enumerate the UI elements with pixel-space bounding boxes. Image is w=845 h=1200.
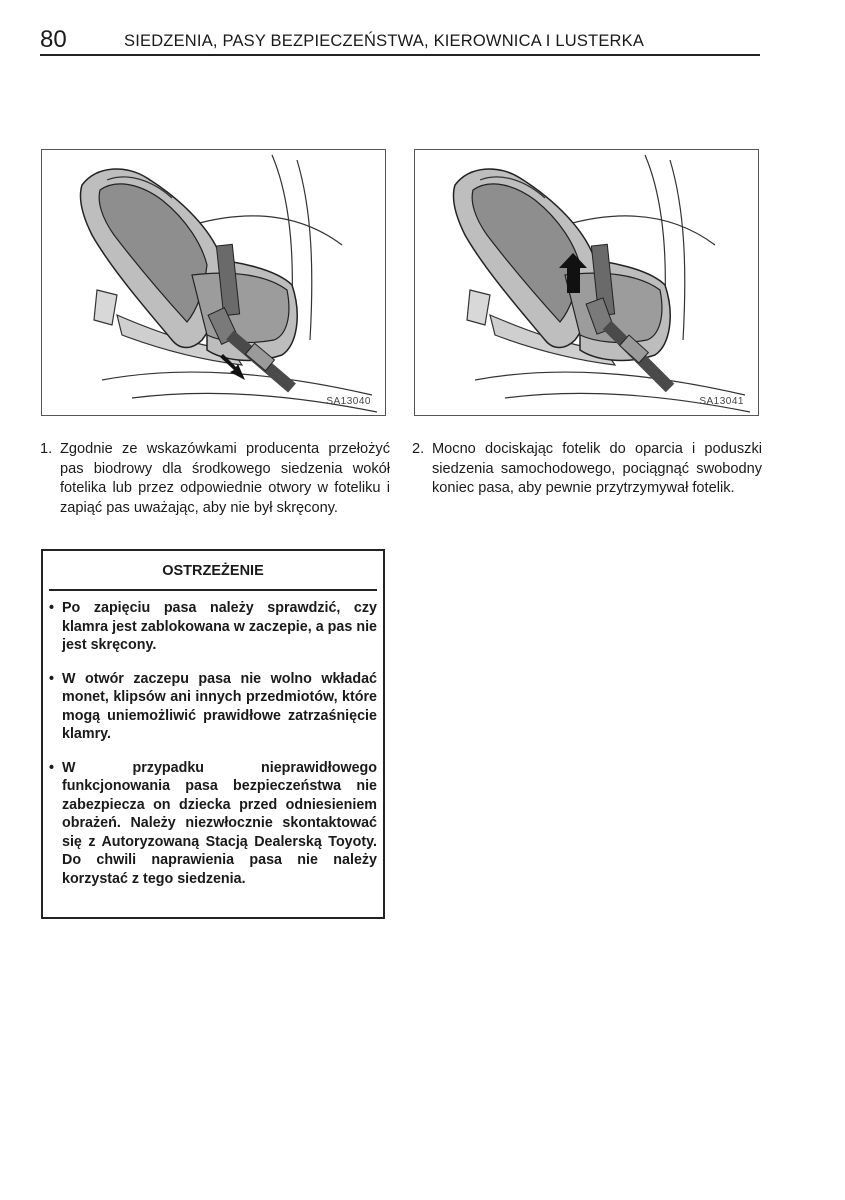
bullet-icon: • — [49, 759, 55, 776]
figure-1-child-seat-belt-routing — [41, 149, 386, 416]
warning-box — [41, 549, 385, 919]
warning-title: OSTRZEŻENIE — [162, 563, 264, 579]
warning-item-text: W otwór zaczepu pasa nie wolno wkładać monet, klipsów ani innych przedmiotów, które mogą uniemożliwić prawidłowe zatrzaśnięcie klamry. — [62, 670, 377, 742]
step-text: Zgodnie ze wskazówkami producenta przełożyć pas biodrowy dla środkowego siedzenia wokół fotelika lub przez odpowiednie otwory w foteliku i zapiąć pas uważając, aby nie był skręcony. — [60, 441, 390, 516]
step-1 — [40, 440, 390, 518]
warning-item — [49, 670, 377, 744]
figure-2-code: SA13041 — [699, 396, 744, 407]
warning-list — [49, 599, 377, 903]
page-header — [40, 24, 760, 56]
warning-item — [49, 599, 377, 655]
warning-divider — [49, 589, 377, 591]
warning-item — [49, 759, 377, 889]
step-text: Mocno dociskając fotelik do oparcia i poduszki siedzenia samochodowego, pociągnąć swobodny koniec pasa, aby pewnie przytrzymywał fotelik. — [432, 441, 762, 496]
bullet-icon: • — [49, 600, 55, 616]
step-number: 1. — [40, 441, 53, 457]
child-seat-illustration-2 — [415, 150, 758, 415]
warning-item-text: W przypadku nieprawidłowego funkcjonowania pasa bezpieczeństwa nie zabezpiecza on dziecka przed odniesieniem obrażeń. Należy niezwłocznie skontaktować się z Autoryzowaną Stacją Dealerską Toyoty. Do chwili naprawienia pasa nie należy korzystać z tego siedzenia. — [62, 759, 377, 887]
figure-2-child-seat-belt-tightening — [414, 149, 759, 416]
page-number: 80 — [40, 26, 67, 53]
figure-1-code: SA13040 — [326, 396, 371, 407]
section-title: SIEDZENIA, PASY BEZPIECZEŃSTWA, KIEROWNICA I LUSTERKA — [124, 32, 645, 50]
child-seat-illustration-1 — [42, 150, 385, 415]
bullet-icon: • — [49, 670, 55, 687]
warning-item-text: Po zapięciu pasa należy sprawdzić, czy klamra jest zablokowana w zaczepie, a pas nie jest skręcony. — [62, 600, 377, 653]
step-2 — [412, 440, 762, 499]
step-number: 2. — [412, 441, 425, 457]
